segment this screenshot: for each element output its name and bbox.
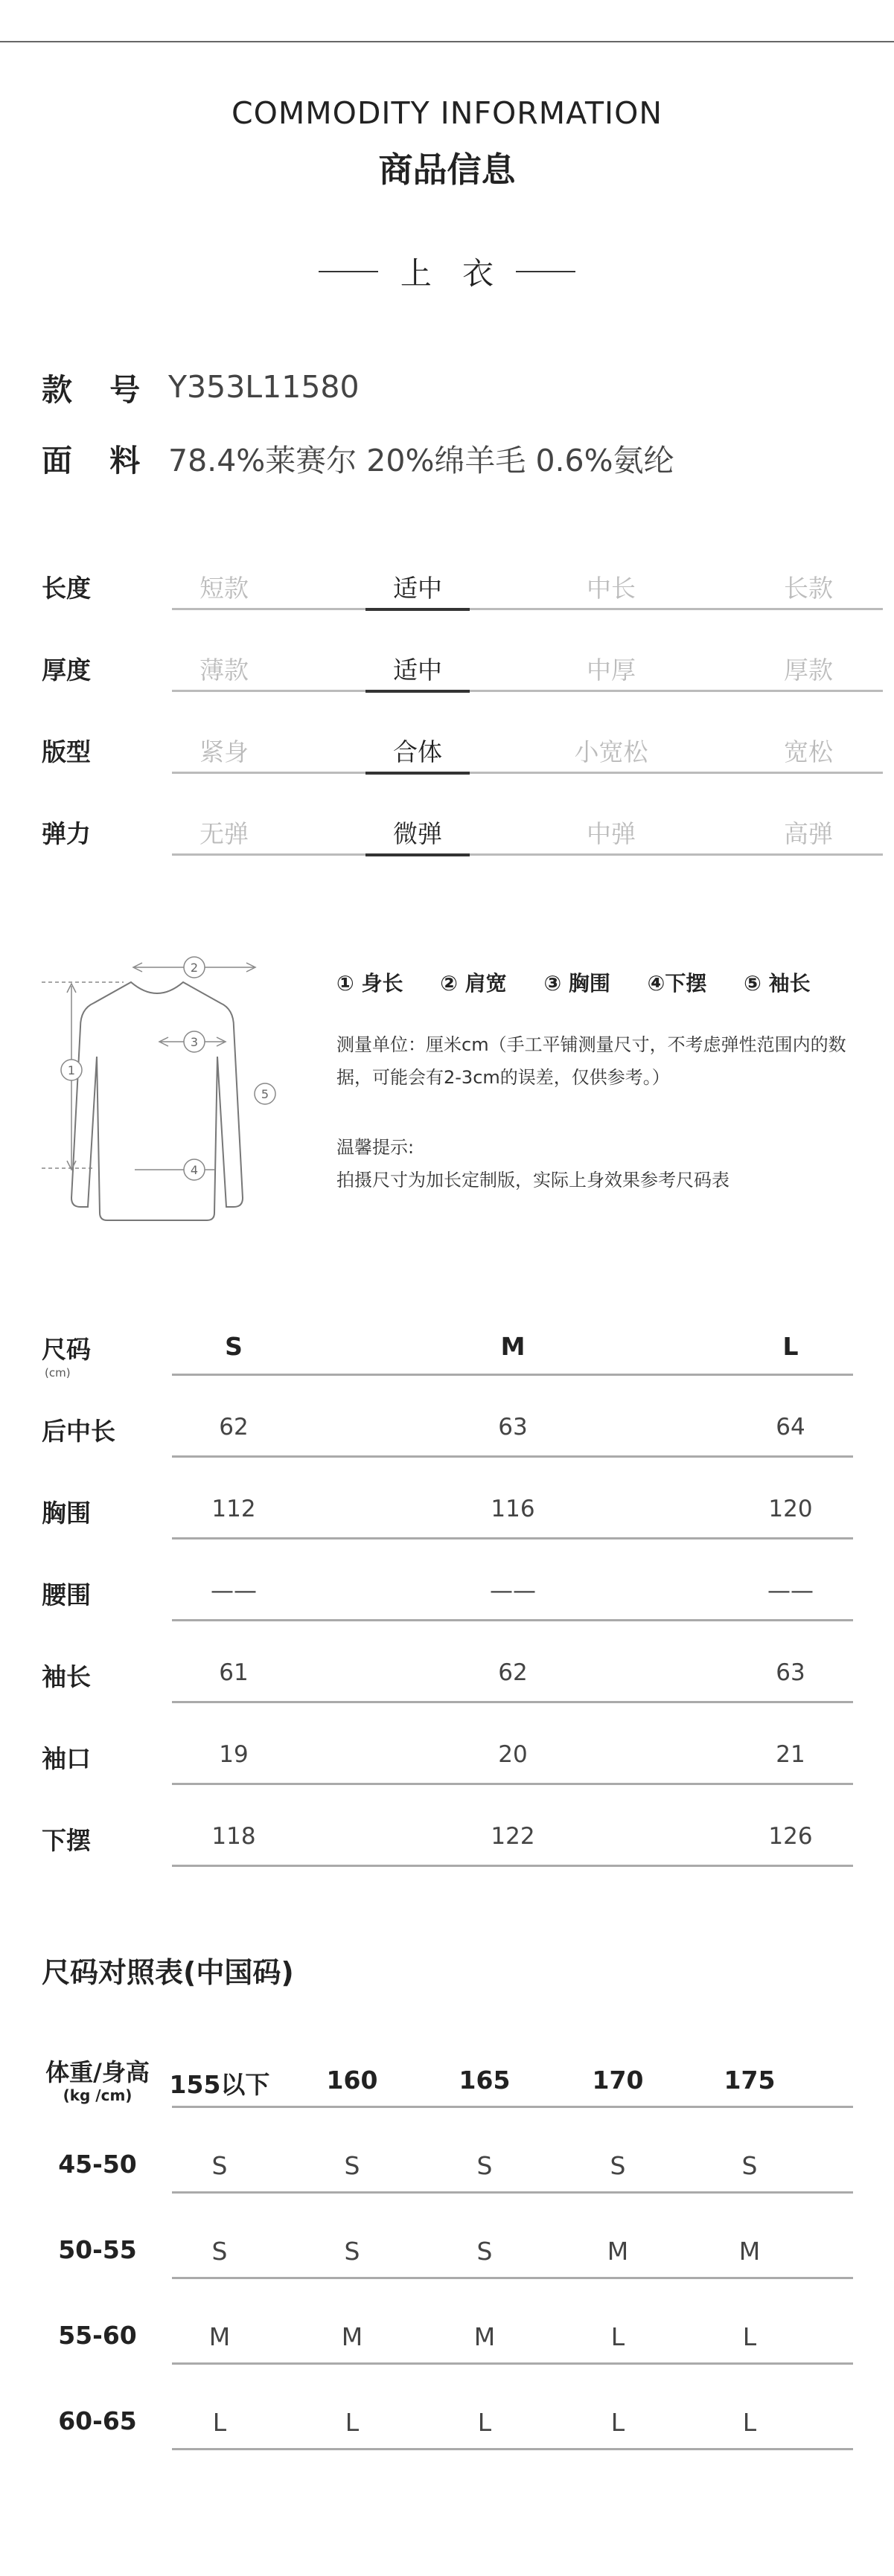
attribute-baseline bbox=[172, 608, 883, 610]
right-dash bbox=[516, 271, 575, 272]
height-column-header: 160 bbox=[326, 2066, 378, 2095]
table-cell: 118 bbox=[211, 1823, 256, 1850]
size-header-label: 尺码 bbox=[42, 1335, 91, 1364]
chinese-title: 商品信息 bbox=[378, 150, 516, 190]
legend-body-length: ① 身长 bbox=[336, 971, 403, 996]
attribute-option-label: 合体 bbox=[393, 737, 442, 766]
weight-label: 60-65 bbox=[58, 2406, 137, 2435]
attribute-option-label: 适中 bbox=[393, 656, 442, 685]
attribute-option bbox=[559, 569, 663, 604]
left-dash bbox=[319, 271, 378, 272]
attribute-option-label: 中长 bbox=[587, 574, 636, 603]
diagram-num-3: 3 bbox=[190, 1035, 199, 1049]
reference-row bbox=[42, 2381, 853, 2467]
attribute-option bbox=[172, 651, 276, 686]
reference-cell: S bbox=[741, 2151, 758, 2180]
table-cell: 62 bbox=[219, 1414, 249, 1441]
attribute-row bbox=[42, 651, 846, 703]
attribute-option-label: 薄款 bbox=[199, 656, 249, 685]
table-cell: 62 bbox=[498, 1659, 528, 1686]
attribute-option bbox=[756, 733, 861, 768]
row-divider bbox=[172, 1865, 853, 1867]
size-unit: (cm) bbox=[45, 1366, 71, 1380]
weight-label: 50-55 bbox=[58, 2235, 137, 2264]
reference-cell: S bbox=[476, 2151, 493, 2180]
table-row bbox=[42, 1473, 853, 1555]
diagram-num-1: 1 bbox=[67, 1063, 76, 1077]
attribute-option bbox=[559, 651, 663, 686]
attribute-label: 弹力 bbox=[42, 819, 91, 848]
table-row bbox=[42, 1391, 853, 1473]
reference-cell: S bbox=[344, 2151, 360, 2180]
table-cell: 63 bbox=[498, 1414, 528, 1441]
size-reference-title: 尺码对照表(中国码) bbox=[42, 1956, 294, 1989]
diagram-num-4: 4 bbox=[190, 1163, 199, 1177]
attribute-option-label: 紧身 bbox=[199, 737, 249, 766]
attribute-option-label: 中厚 bbox=[587, 656, 636, 685]
reference-cell: L bbox=[742, 2322, 757, 2351]
selected-underline bbox=[365, 690, 470, 693]
table-cell: 64 bbox=[776, 1414, 805, 1441]
table-row bbox=[42, 1719, 853, 1801]
row-label: 腰围 bbox=[42, 1580, 91, 1609]
attribute-label: 厚度 bbox=[42, 656, 91, 685]
style-number-row bbox=[42, 365, 360, 409]
ref-header-unit: (kg /cm) bbox=[63, 2086, 132, 2104]
style-number-value: Y353L11580 bbox=[168, 369, 360, 405]
top-divider bbox=[0, 41, 894, 42]
table-cell: —— bbox=[767, 1577, 814, 1604]
reference-cell: M bbox=[607, 2237, 629, 2266]
row-label: 下摆 bbox=[42, 1826, 91, 1855]
ref-header-label: 体重/身高 bbox=[45, 2058, 150, 2086]
reference-cell: S bbox=[476, 2237, 493, 2266]
table-cell: 61 bbox=[219, 1659, 249, 1686]
reference-row bbox=[42, 2210, 853, 2295]
attribute-option bbox=[365, 651, 470, 686]
table-cell: 19 bbox=[219, 1741, 249, 1768]
table-row bbox=[42, 1555, 853, 1637]
attribute-baseline bbox=[172, 853, 883, 856]
selected-underline bbox=[365, 853, 470, 856]
attribute-row bbox=[42, 569, 846, 621]
legend-sleeve: ⑤ 袖长 bbox=[744, 971, 811, 996]
attribute-option-label: 宽松 bbox=[784, 737, 833, 766]
row-label: 袖口 bbox=[42, 1744, 91, 1773]
attribute-baseline bbox=[172, 690, 883, 692]
table-cell: 63 bbox=[776, 1659, 805, 1686]
selected-underline bbox=[365, 772, 470, 775]
table-cell: —— bbox=[490, 1577, 536, 1604]
style-number-label: 款 号 bbox=[42, 371, 154, 408]
row-label: 后中长 bbox=[42, 1417, 115, 1446]
attribute-label: 版型 bbox=[42, 737, 91, 766]
table-cell: 20 bbox=[498, 1741, 528, 1768]
tip-title: 温馨提示: bbox=[336, 1137, 415, 1158]
weight-label: 45-50 bbox=[58, 2150, 137, 2179]
reference-row bbox=[42, 2124, 853, 2210]
attribute-option bbox=[559, 815, 663, 850]
legend-chest: ③ 胸围 bbox=[543, 971, 610, 996]
reference-cell: S bbox=[344, 2237, 360, 2266]
table-cell: 112 bbox=[211, 1496, 256, 1522]
table-row bbox=[42, 1801, 853, 1883]
size-col-m: M bbox=[500, 1332, 526, 1361]
size-col-l: L bbox=[782, 1332, 799, 1361]
height-column-header: 165 bbox=[459, 2066, 511, 2095]
table-cell: 21 bbox=[776, 1741, 805, 1768]
selected-underline bbox=[365, 608, 470, 611]
reference-cell: M bbox=[208, 2322, 231, 2351]
attribute-option-label: 中弹 bbox=[587, 819, 636, 848]
attribute-option-label: 高弹 bbox=[784, 819, 833, 848]
reference-table-header bbox=[42, 2039, 853, 2124]
reference-cell: M bbox=[738, 2237, 761, 2266]
legend-hem: ④下摆 bbox=[647, 971, 707, 996]
reference-cell: L bbox=[212, 2408, 227, 2437]
height-column-header: 175 bbox=[724, 2066, 776, 2095]
row-label: 袖长 bbox=[42, 1662, 91, 1691]
attribute-label: 长度 bbox=[42, 574, 91, 603]
row-divider bbox=[172, 1619, 853, 1621]
legend-shoulder: ② 肩宽 bbox=[440, 971, 507, 996]
reference-cell: M bbox=[473, 2322, 496, 2351]
reference-cell: L bbox=[477, 2408, 492, 2437]
table-cell: 122 bbox=[491, 1823, 535, 1850]
table-cell: 126 bbox=[768, 1823, 813, 1850]
measurement-legend bbox=[336, 967, 840, 997]
attribute-option bbox=[365, 569, 470, 604]
row-divider bbox=[172, 1783, 853, 1785]
row-divider bbox=[172, 1701, 853, 1703]
attribute-option-label: 短款 bbox=[199, 574, 249, 603]
section-title: 上 衣 bbox=[400, 255, 505, 292]
attribute-option-label: 长款 bbox=[784, 574, 833, 603]
reference-cell: L bbox=[610, 2408, 625, 2437]
diagram-num-5: 5 bbox=[261, 1087, 269, 1101]
attribute-option-label: 厚款 bbox=[784, 656, 833, 685]
reference-cell: S bbox=[610, 2151, 626, 2180]
fabric-label: 面 料 bbox=[42, 442, 154, 478]
tip-text: 拍摄尺寸为加长定制版，实际上身效果参考尺码表 bbox=[336, 1170, 729, 1191]
table-cell: —— bbox=[211, 1577, 257, 1604]
height-column-header: 155以下 bbox=[169, 2070, 270, 2099]
row-divider bbox=[172, 2362, 853, 2365]
row-divider bbox=[172, 1537, 853, 1539]
reference-cell: L bbox=[610, 2322, 625, 2351]
attribute-option bbox=[756, 815, 861, 850]
garment-diagram bbox=[42, 945, 287, 1228]
reference-cell: S bbox=[211, 2237, 228, 2266]
attribute-baseline bbox=[172, 772, 883, 774]
row-divider bbox=[172, 2277, 853, 2279]
size-table-header bbox=[42, 1310, 853, 1391]
attribute-option bbox=[172, 733, 276, 768]
attribute-option bbox=[365, 815, 470, 850]
table-row bbox=[42, 1637, 853, 1719]
fabric-row bbox=[42, 435, 674, 480]
attribute-option bbox=[559, 733, 663, 768]
row-divider bbox=[172, 2191, 853, 2194]
attribute-option bbox=[365, 733, 470, 768]
reference-cell: L bbox=[345, 2408, 360, 2437]
height-column-header: 170 bbox=[592, 2066, 644, 2095]
attribute-row bbox=[42, 733, 846, 785]
size-col-s: S bbox=[225, 1332, 243, 1361]
row-divider bbox=[172, 2106, 853, 2108]
measurement-note: 测量单位：厘米cm（手工平铺测量尺寸，不考虑弹性范围内的数据，可能会有2-3cm的误差，仅供参考。） bbox=[336, 1034, 846, 1088]
reference-row bbox=[42, 2295, 853, 2381]
attribute-option bbox=[756, 651, 861, 686]
reference-cell: L bbox=[742, 2408, 757, 2437]
attribute-option bbox=[172, 569, 276, 604]
attribute-row bbox=[42, 815, 846, 867]
attribute-option-label: 微弹 bbox=[393, 819, 442, 848]
diagram-num-2: 2 bbox=[190, 961, 199, 975]
reference-cell: S bbox=[211, 2151, 228, 2180]
row-divider bbox=[172, 1455, 853, 1458]
row-label: 胸围 bbox=[42, 1499, 91, 1528]
row-divider bbox=[172, 1374, 853, 1376]
fabric-value: 78.4%莱赛尔 20%绵羊毛 0.6%氨纶 bbox=[168, 442, 674, 478]
attribute-option bbox=[756, 569, 861, 604]
attribute-option-label: 无弹 bbox=[199, 819, 249, 848]
weight-label: 55-60 bbox=[58, 2321, 137, 2350]
attribute-option-label: 适中 bbox=[393, 574, 442, 603]
reference-cell: M bbox=[341, 2322, 363, 2351]
section-heading bbox=[0, 249, 894, 294]
attribute-option bbox=[172, 815, 276, 850]
attribute-option-label: 小宽松 bbox=[574, 737, 648, 766]
english-title: COMMODITY INFORMATION bbox=[231, 95, 663, 131]
table-cell: 116 bbox=[491, 1496, 535, 1522]
table-cell: 120 bbox=[768, 1496, 813, 1522]
row-divider bbox=[172, 2448, 853, 2450]
